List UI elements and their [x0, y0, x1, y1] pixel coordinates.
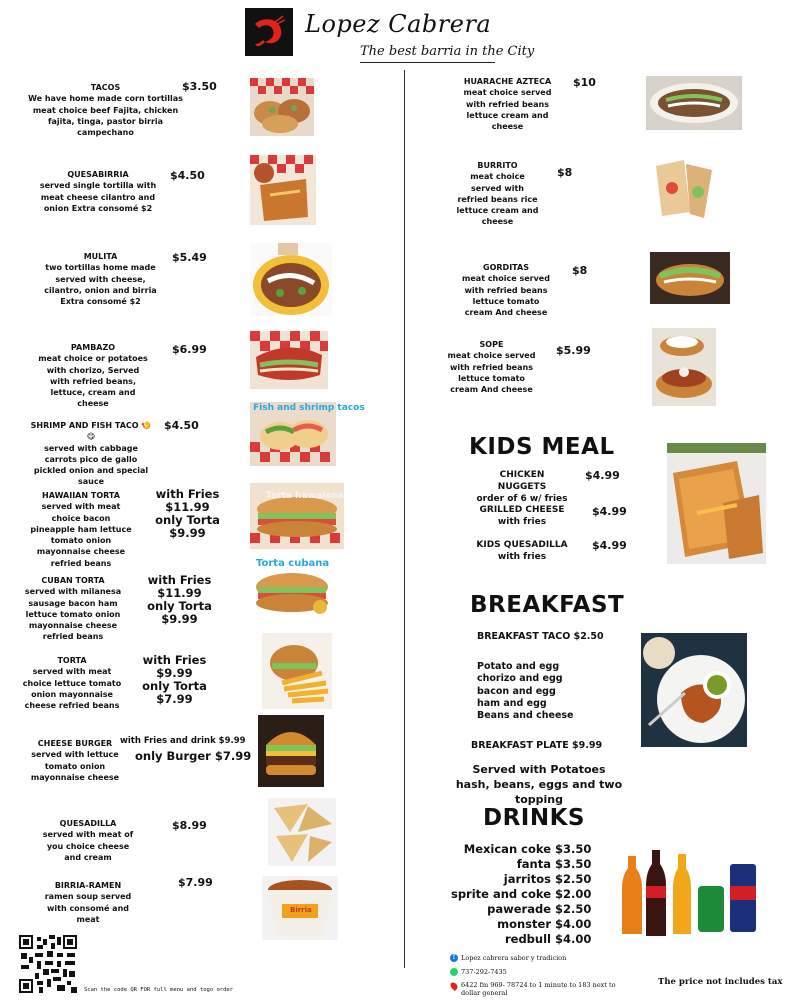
gorditas-photo: [650, 252, 730, 304]
item-name: GORDITAS: [483, 263, 529, 272]
item-desc: served single tortilla with meat cheese cilantro and onion Extra consomé $2: [39, 181, 157, 213]
item-price: $5.99: [556, 344, 591, 357]
item-desc: meat choice served with refried beans rice lettuce cream and cheese: [456, 172, 539, 227]
tax-note: The price not includes tax: [658, 977, 783, 987]
phone-number: 737-292-7435: [461, 968, 507, 976]
kids-item-quesadilla: [474, 539, 570, 563]
item-name: QUESADILLA: [59, 819, 117, 828]
item-name: GRILLED CHEESE: [479, 505, 565, 515]
price-only-burger: only Burger $7.99: [135, 749, 252, 763]
item-desc: meat choice or potatoes with chorizo, Served with refried beans, lettuce, cream and cheese: [38, 354, 148, 409]
menu-item-mulita: [38, 251, 163, 307]
item-price-options: [132, 574, 227, 626]
photo-label: Torta hawaiana: [266, 491, 344, 501]
hawaiian-torta-photo: [250, 483, 344, 549]
price-only-torta: only Torta $7.99: [142, 679, 207, 706]
item-name: HUARACHE AZTECA: [463, 77, 552, 86]
cheese-burger-photo: [258, 715, 324, 787]
menu-item-quesadilla: [38, 818, 138, 863]
drink-name: Mexican coke: [463, 842, 551, 856]
price-with-fries: with Fries $9.99: [142, 653, 207, 680]
breakfast-plate-price: BREAKFAST PLATE $9.99: [471, 740, 603, 751]
pambazo-photo: [250, 331, 328, 389]
menu-item-tacos: [28, 82, 183, 138]
drink-name: monster: [497, 917, 551, 931]
item-price: $10: [573, 76, 596, 89]
location-pin-icon: [449, 981, 459, 991]
price-with-fries-drink: with Fries and drink $9.99: [120, 736, 246, 746]
item-desc: meat choice served with refried beans lettuce cream and cheese: [463, 88, 552, 132]
drink-row: [436, 902, 591, 917]
item-price: $4.50: [164, 419, 199, 432]
cuban-torta-photo: [252, 557, 332, 619]
option: Potato and egg: [477, 661, 560, 672]
breakfast-title: BREAKFAST: [470, 592, 625, 618]
option: bacon and egg: [477, 685, 556, 697]
facebook-icon: f: [450, 954, 458, 962]
menu-item-gorditas: [460, 262, 552, 318]
drink-row: [436, 872, 591, 887]
qr-note: Scan the code QR FOR full menu and togo order: [84, 987, 234, 993]
drink-name: redbull: [504, 932, 551, 946]
drink-row: [436, 932, 591, 947]
item-name: BIRRIA-RAMEN: [54, 881, 122, 890]
item-desc: order of 6 w/ fries: [476, 494, 568, 504]
item-desc: served with meat choice lettuce tomato onion mayonnaise cheese refried beans: [22, 667, 122, 711]
quesabirria-photo: [250, 155, 316, 225]
drink-row: [436, 917, 591, 932]
drink-price: $4.00: [555, 917, 592, 931]
drink-name: sprite and coke: [450, 887, 551, 901]
item-desc: served with cabbage carrots pico de gallo pickled onion and special sauce: [33, 443, 149, 487]
item-price-options: [127, 654, 222, 706]
huarache-photo: [646, 76, 742, 130]
sope-photo: [652, 328, 716, 406]
menu-item-sope: [444, 339, 539, 395]
item-name: HAWAIIAN TORTA: [42, 491, 120, 500]
mulita-photo: [250, 243, 332, 316]
drink-row: [436, 857, 591, 872]
photo-label: Fish and shrimp tacos: [253, 403, 365, 413]
quesadilla-photo: [268, 798, 336, 866]
column-divider: [404, 70, 405, 968]
photo-label: Torta cubana: [256, 558, 330, 569]
price-only-torta: only Torta $9.99: [155, 513, 220, 540]
drink-price: $2.50: [555, 872, 592, 886]
item-name: CHEESE BURGER: [37, 739, 113, 748]
item-name: CUBAN TORTA: [41, 576, 105, 585]
item-desc: ramen soup served with consomé and meat: [44, 892, 132, 924]
drink-price: $4.00: [555, 932, 592, 946]
burrito-photo: [650, 152, 717, 222]
menu-item-huarache-azteca: [460, 76, 555, 132]
item-name: QUESABIRRIA: [67, 170, 129, 179]
item-name: SOPE: [479, 340, 504, 349]
tagline-underline: [360, 62, 495, 63]
drink-row: [436, 842, 591, 857]
shrimp-taco-photo: [250, 402, 365, 466]
item-name: KIDS QUESADILLA: [476, 540, 568, 550]
item-name: CHICKEN NUGGETS: [497, 470, 547, 492]
menu-item-cuban-torta: [20, 575, 126, 643]
item-desc: served with milanesa sausage bacon ham lettuce tomato onion mayonnaise cheese refried beans: [24, 587, 122, 642]
item-name: BURRITO: [477, 161, 518, 170]
drinks-photo: [618, 846, 760, 940]
price-only-torta: only Torta $9.99: [147, 599, 212, 626]
item-price: $4.99: [592, 505, 627, 518]
item-desc: served with meat of you choice cheese and cream: [42, 830, 134, 862]
photo-label: Birria: [290, 906, 312, 914]
grilled-cheese-photo: [667, 443, 766, 564]
kids-item-nuggets: [474, 469, 570, 505]
item-name: TORTA: [57, 656, 87, 665]
qr-code[interactable]: [19, 935, 77, 993]
item-desc: with fries: [497, 517, 547, 527]
option: ham and egg: [477, 697, 547, 709]
drink-price: $3.50: [555, 842, 592, 856]
contact-facebook[interactable]: [450, 954, 566, 962]
whatsapp-icon: [450, 968, 458, 976]
contact-address[interactable]: [450, 981, 630, 997]
breakfast-taco-options: [477, 661, 573, 722]
tacos-photo: [250, 78, 314, 136]
drinks-list: [436, 842, 591, 947]
item-price: $8: [572, 264, 588, 277]
item-name: MULITA: [83, 252, 118, 261]
item-name: SHRIMP AND FISH TACO 🍤😋: [30, 421, 152, 442]
birria-ramen-photo: [262, 876, 338, 940]
qr-code-icon: [19, 935, 77, 993]
item-price: $8.99: [172, 819, 207, 832]
drink-price: $3.50: [555, 857, 592, 871]
menu-item-birria-ramen: [38, 880, 138, 925]
item-desc: served with meat choice bacon pineapple ham lettuce tomato onion mayonnaise cheese refried beans: [30, 502, 132, 568]
drink-price: $2.00: [555, 887, 592, 901]
item-desc: meat choice served with refried beans lettuce tomato cream And cheese: [447, 351, 536, 395]
kids-meal-title: KIDS MEAL: [469, 434, 615, 460]
item-desc: served with lettuce tomato onion mayonnaise cheese: [30, 750, 120, 782]
price-with-fries: with Fries $11.99: [147, 573, 212, 600]
brand-name: Lopez Cabrera: [305, 10, 492, 38]
breakfast-taco-price: BREAKFAST TACO $2.50: [477, 631, 604, 642]
item-desc: meat choice served with refried beans lettuce tomato cream And cheese: [462, 274, 550, 318]
item-price: $8: [557, 166, 573, 179]
menu-item-quesabirria: [38, 169, 158, 214]
item-desc: with fries: [497, 552, 547, 562]
item-price: $4.99: [592, 539, 627, 552]
menu-item-shrimp-fish-taco: [30, 420, 152, 488]
item-desc: two tortillas home made served with cheese, cilantro, onion and birria Extra consomé $2: [44, 263, 157, 307]
drinks-title: DRINKS: [483, 805, 585, 831]
menu-item-burrito: [455, 160, 540, 228]
item-price: $4.50: [170, 169, 205, 182]
option: Beans and cheese: [477, 710, 574, 722]
menu-item-hawaiian-torta: [28, 490, 134, 569]
breakfast-plate-photo: [641, 633, 747, 747]
menu-item-torta: [18, 655, 126, 711]
contact-phone[interactable]: [450, 968, 507, 976]
menu-item-cheese-burger: [22, 738, 128, 783]
breakfast-plate-desc: Served with Potatoes hash, beans, eggs and two topping: [455, 763, 623, 806]
item-price: $4.99: [585, 469, 620, 482]
facebook-handle: Lopez cabrera sabor y tradicion: [461, 954, 567, 962]
drink-name: jarritos: [503, 872, 551, 886]
drink-name: pawerade: [487, 902, 551, 916]
item-name: TACOS: [90, 83, 121, 92]
menu-item-pambazo: [38, 342, 148, 410]
item-price-options: [140, 488, 235, 540]
brand-tagline: The best barria in the City: [360, 44, 535, 59]
drink-row: [436, 887, 591, 902]
brand-logo: [245, 8, 293, 56]
price-with-fries: with Fries $11.99: [155, 487, 220, 514]
address-text: 6422 fm 969- 78724 to 1 minute to 183 next to dollar general: [461, 981, 616, 997]
torta-photo: [262, 633, 332, 709]
item-name: PAMBAZO: [70, 343, 116, 352]
item-desc: We have home made corn tortillas meat choice beef Fajita, chicken fajita, tinga, pastor birria campechano: [28, 94, 183, 138]
drink-price: $2.50: [555, 902, 592, 916]
item-price: $6.99: [172, 343, 207, 356]
option: chorizo and egg: [477, 673, 563, 685]
item-price: $3.50: [182, 80, 217, 93]
kids-item-grilled-cheese: [474, 504, 570, 528]
item-price: $5.49: [172, 251, 207, 264]
shrimp-logo-icon: [245, 8, 293, 56]
drink-name: fanta: [516, 857, 551, 871]
item-price: $7.99: [178, 876, 213, 889]
